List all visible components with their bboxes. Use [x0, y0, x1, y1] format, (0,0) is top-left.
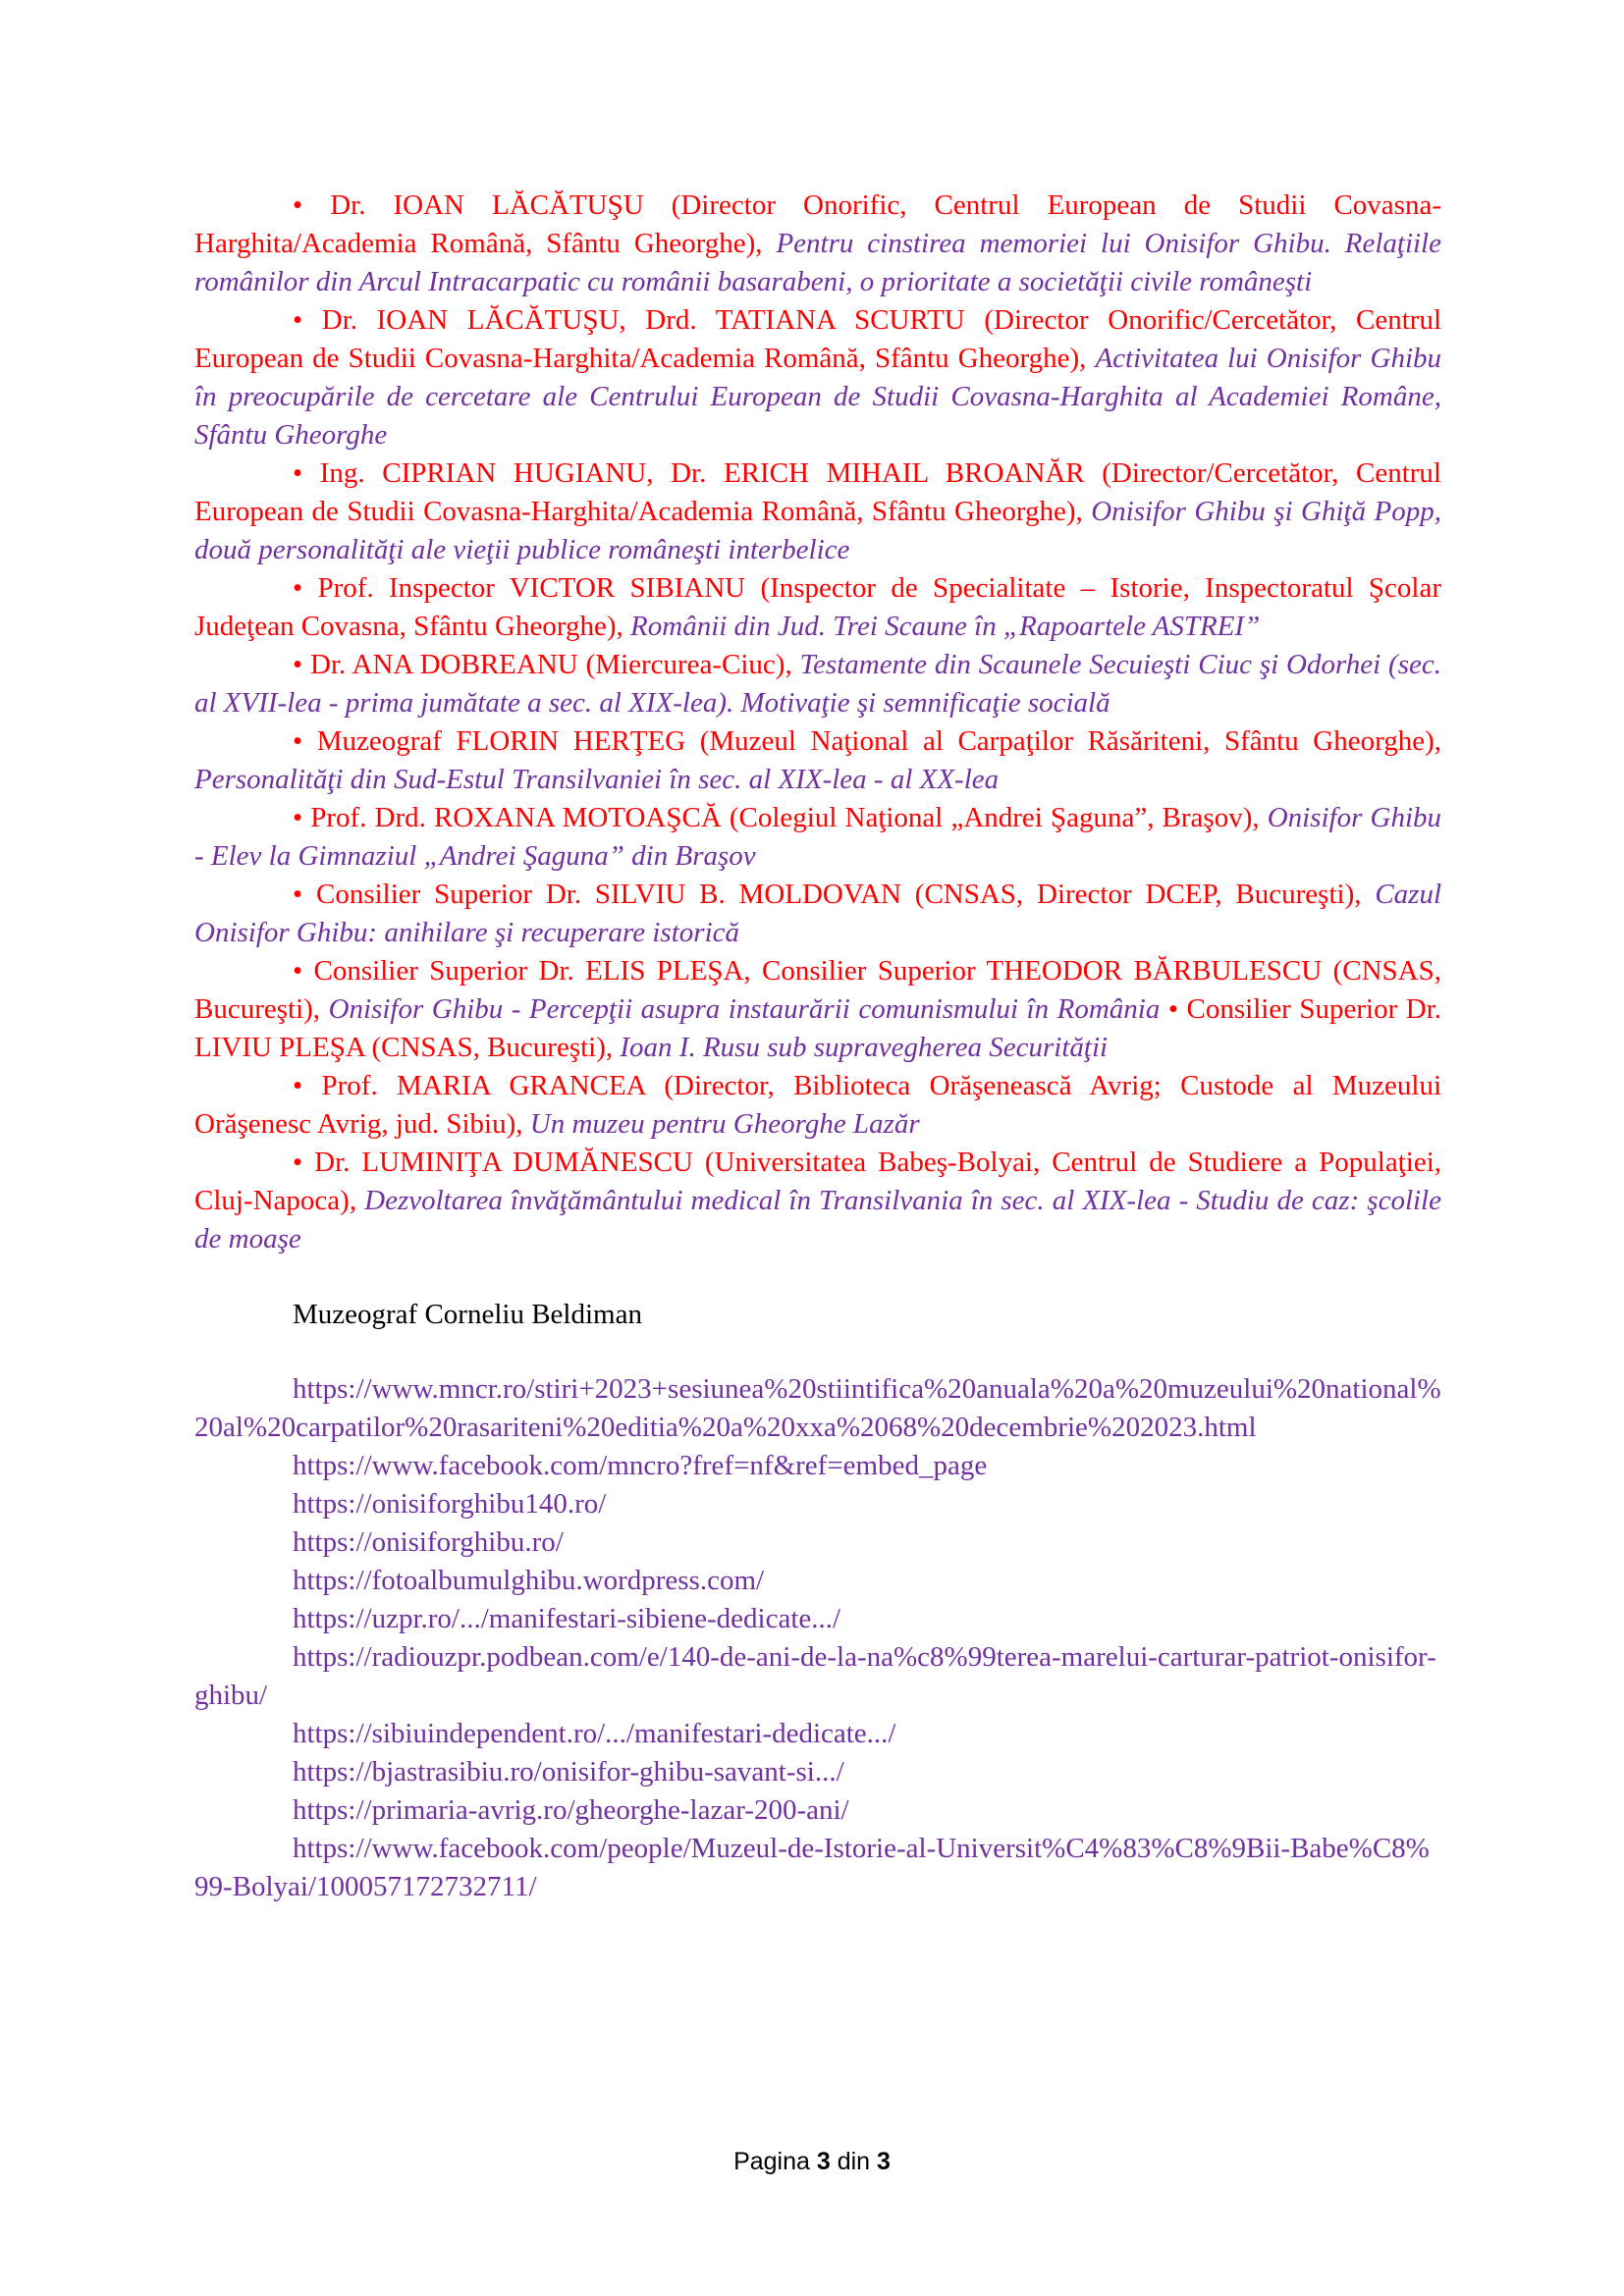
link[interactable]: https://onisiforghibu140.ro/ — [293, 1488, 607, 1520]
list-item — [194, 454, 1441, 569]
list-item — [194, 799, 1441, 876]
speaker: • Muzeograf FLORIN HERŢEG (Muzeul Naţional al Carpaţilor Răsăriteni, Sfântu Gheorghe), — [293, 725, 1441, 757]
presentation-title: Personalităţi din Sud-Estul Transilvaniei în sec. al XIX-lea - al XX-lea — [194, 764, 1000, 795]
presentation-title: Testamente din Scaunele Secuieşti Ciuc şi Odorhei (sec. al XVII-lea - prima jumătate a sec. al XIX-lea). Motivaţie şi semnificaţie socială — [194, 649, 1441, 719]
speaker: • Dr. IOAN LĂCĂTUŞU (Director Onorific, Centrul European de Studii Covasna-Harghita/Academia Română, Sfântu Gheorghe), — [194, 189, 1441, 259]
speaker: • Dr. IOAN LĂCĂTUŞU, Drd. TATIANA SCURTU (Director Onorific/Cercetător, Centrul European de Studii Covasna-Harghita/Academia Română, Sfântu Gheorghe), — [194, 304, 1441, 374]
current-page: 3 — [816, 2148, 831, 2175]
presentation-title: Onisifor Ghibu - Percepţii asupra instaurării comunismului în România — [328, 993, 1161, 1025]
list-item — [194, 569, 1441, 646]
list-item — [194, 646, 1441, 722]
speaker: • Consilier Superior Dr. ELIS PLEŞA, Consilier Superior THEODOR BĂRBULESCU (CNSAS, Bucureşti), — [194, 955, 1441, 1025]
link[interactable]: https://www.mncr.ro/stiri+2023+sesiunea%20stiintifica%20anuala%20a%20muzeului%20national%20al%20carpatilor%20rasariteni%20editia%20a%20xxa%2068%20decembrie%202023.html — [194, 1373, 1441, 1443]
link[interactable]: https://primaria-avrig.ro/gheorghe-lazar-200-ani/ — [293, 1794, 849, 1826]
footer-prefix: Pagina — [733, 2148, 817, 2175]
presentation-title: Onisifor Ghibu - Elev la Gimnaziul „Andrei Şaguna” din Braşov — [194, 802, 1442, 872]
link[interactable]: https://www.facebook.com/people/Muzeul-de-Istorie-al-Universit%C4%83%C8%9Bii-Babe%C8%99-Bolyai/100057172732711/ — [194, 1833, 1430, 1902]
speaker: • Dr. LUMINIŢA DUMĂNESCU (Universitatea Babeş-Bolyai, Centrul de Studiere a Populaţiei, Cluj-Napoca), — [194, 1147, 1441, 1216]
document-page — [194, 187, 1441, 1906]
link[interactable]: https://uzpr.ro/.../manifestari-sibiene-dedicate.../ — [293, 1603, 841, 1634]
link[interactable]: https://onisiforghibu.ro/ — [293, 1526, 564, 1558]
presentation-title: Pentru cinstirea memoriei lui Onisifor Ghibu. Relaţiile românilor din Arcul Intracarpatic cu românii basarabeni, o prioritate a societăţii civile româneşti — [194, 228, 1441, 297]
presentation-title: Ioan I. Rusu sub supravegherea Securităţii — [620, 1032, 1109, 1063]
list-item — [194, 1144, 1441, 1258]
presentation-list — [194, 187, 1441, 1258]
page-number-footer — [0, 2148, 1624, 2176]
link-list — [194, 1370, 1441, 1906]
link[interactable]: https://sibiuindependent.ro/.../manifestari-dedicate.../ — [293, 1718, 896, 1749]
link[interactable]: https://fotoalbumulghibu.wordpress.com/ — [293, 1565, 765, 1596]
speaker: • Dr. ANA DOBREANU (Miercurea-Ciuc), — [293, 649, 800, 680]
presentation-title: Dezvoltarea învăţământului medical în Transilvania în sec. al XIX-lea - Studiu de caz: şcolile de moaşe — [194, 1185, 1441, 1255]
presentation-title: Cazul Onisifor Ghibu: anihilare şi recuperare istorică — [194, 879, 1441, 948]
speaker: • Prof. Inspector VICTOR SIBIANU (Inspector de Specialitate – Istorie, Inspectoratul Şcolar Judeţean Covasna, Sfântu Gheorghe), — [194, 572, 1441, 642]
link[interactable]: https://radiouzpr.podbean.com/e/140-de-ani-de-la-na%c8%99terea-marelui-carturar-patriot-onisifor-ghibu/ — [194, 1641, 1436, 1711]
list-item — [194, 1067, 1441, 1144]
list-item — [194, 952, 1441, 1067]
speaker: • Prof. Drd. ROXANA MOTOAŞCĂ (Colegiul Naţional „Andrei Şaguna”, Braşov), — [293, 802, 1268, 833]
speaker: • Ing. CIPRIAN HUGIANU, Dr. ERICH MIHAIL BROANĂR (Director/Cercetător, Centrul European de Studii Covasna-Harghita/Academia Română, Sfântu Gheorghe), — [194, 457, 1441, 527]
list-item — [194, 187, 1441, 301]
footer-middle: din — [830, 2148, 878, 2175]
list-item — [194, 722, 1441, 799]
speaker: • Prof. MARIA GRANCEA (Director, Biblioteca Orăşenească Avrig; Custode al Muzeului Orăşenesc Avrig, jud. Sibiu), — [194, 1070, 1441, 1140]
list-item — [194, 876, 1441, 952]
speaker: • Consilier Superior Dr. LIVIU PLEŞA (CNSAS, Bucureşti), — [194, 993, 1441, 1063]
presentation-title: Activitatea lui Onisifor Ghibu în preocupările de cercetare ale Centrului European de Studii Covasna-Harghita al Academiei Române, Sfântu Gheorghe — [194, 343, 1442, 451]
total-pages: 3 — [877, 2148, 891, 2175]
link[interactable]: https://bjastrasibiu.ro/onisifor-ghibu-savant-si.../ — [293, 1756, 844, 1788]
list-item — [194, 301, 1441, 454]
speaker: • Consilier Superior Dr. SILVIU B. MOLDOVAN (CNSAS, Director DCEP, Bucureşti), — [293, 879, 1376, 910]
author-signature: Muzeograf Corneliu Beldiman — [293, 1299, 642, 1330]
link[interactable]: https://www.facebook.com/mncro?fref=nf&ref=embed_page — [293, 1450, 988, 1481]
presentation-title: Românii din Jud. Trei Scaune în „Rapoartele ASTREI” — [630, 611, 1261, 642]
presentation-title: Onisifor Ghibu şi Ghiţă Popp, două personalităţi ale vieţii publice româneşti interbelice — [194, 496, 1441, 565]
presentation-title: Un muzeu pentru Gheorghe Lazăr — [529, 1108, 920, 1140]
